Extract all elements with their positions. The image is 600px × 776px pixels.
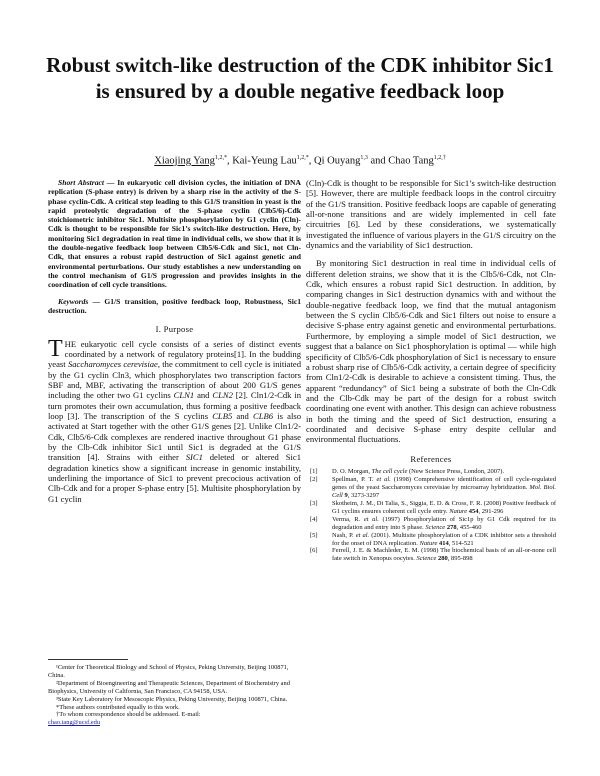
reference-list [306,468,556,563]
reference-number: [5] [310,531,318,539]
abstract [48,178,301,290]
footnote: ²Department of Bioengineering and Therapeutic Sciences, Department of Biochemistry and Biophysics, University of California, San Francisco, CA 94158, USA. [48,679,290,695]
reference-item [306,500,556,516]
purpose-paragraph-text: HE eukaryotic cell cycle consists of a series of distinct events coordinated by a network of regulatory proteins[1]. In the budding yeast Saccharomyces cerevisiae, the commitment to cell cycle is initiated by the G1 cyclin Cln3, which phosphorylates two transcription factors SBF and, MBF, activating the transcription of about 200 G1/S genes including the other two G1 cyclins CLN1 and CLN2 [2]. Cln1/2-Cdk in turn promotes their own accumulation, thus forming a positive feedback loop [3]. The transcription of the S cyclins CLB5 and CLB6 is also activated at Start together with the other G1/S genes [2]. Unlike Cln1/2-Cdk, Clb5/6-Cdk complexes are rendered inactive throughout G1 phase by the Clb-Cdk inhibitor Sic1 until Sic1 is degraded at the G1/S transition [4]. Strains with either SIC1 deleted or altered Sic1 degradation kinetics show a significant increase in genomic instability, underlining the importance of Sic1 to prevent precocious activation of Clb-Cdk and for a proper S-phase entry [5]. Multisite phosphorylation by G1 cyclin [48,338,301,504]
reference-item [306,516,556,532]
right-column [306,178,556,563]
author-affiliation: 1,2,* [214,155,227,161]
footnote: ¹Center for Theoretical Biology and School of Physics, Peking University, Beijing 100871, China. [48,664,289,679]
dropcap: T [48,335,63,362]
reference-number: [1] [310,467,318,475]
footnotes [48,664,301,727]
reference-item [306,476,556,500]
body-paragraph: By monitoring Sic1 destruction in real time in individual cells of different deletion strains, we show that it is the Clb5/6-Cdk, not Cln-Cdk, which ensures a robust rapid Sic1 destruction. In addition, by comparing changes in Sic1 destruction dynamics with and without the double-negative feedback loop, we find that the mutual antagonism between the S cyclin Clb5/6-Cdk and Sic1 filters out noise to ensure a decisive S-phase entry against genetic and environmental perturbations. Furthermore, by employing a simple model of Sic1 destruction, we suggest that a balance on Sic1 phosphorylation is optimal — while high specificity of Clb5/6-Cdk phosphorylation of Sic1 is necessary to ensure a robust sharp rise of Clb5/6-Cdk activity, a certain degree of specificity from Cln1/2-Cdk is desirable to achieve a consistent timing. Thus, the apparent “redundancy” of Sic1 being a substrate of both the Cln-Cdk and the Clb-Cdk may be part of the design for a robust switch coordinating one event with another. This design can achieve robustness in both the timing and the speed of Sic1 destruction, ensuring a coordinated and decisive S-phase entry despite cellular and environmental fluctuations. [306,258,556,445]
reference-item [306,468,556,476]
abstract-text: — In eukaryotic cell division cycles, the initiation of DNA replication (S-phase entry) is driven by a sharp rise in the activity of the S-phase cyclin-Cdk. A critical step leading to this G1/S transition in yeast is the rapid proteolytic degradation of the S-phase cyclin (Clb5/6)-Cdk stoichiometric inhibitor Sic1. Multisite phosphorylation by G1 cyclin (Cln)-Cdk is thought to be responsible for Sic1’s switch-like destruction. Here, by monitoring Sic1 degradation in real time in individual cells, we show that it is the double-negative feedback loop between Clb5/6-Cdk and Sic1, not Cln-Cdk, that ensures a robust rapid destruction of Sic1 against genetic and environmental perturbations. Our study establishes a new understanding on the control mechanism of G1/S progression and provides insights in the coordination of cell cycle transitions. [48,178,301,290]
author-affiliation: 1,2,† [433,155,446,161]
keywords [48,297,301,316]
footnote: *These authors contributed equally to this work. [56,703,180,711]
author-affiliation: 1,3 [360,155,368,161]
section-heading-purpose: I. Purpose [155,324,194,335]
reference-text: D. O. Morgan, The cell cycle (New Science Press, London, 2007). [332,467,505,475]
reference-number: [2] [310,475,318,483]
reference-number: [4] [310,515,318,523]
reference-text: Ferrell, J. E. & Machleder, E. M. (1998) The biochemical basis of an all-or-none cell fate switch in Xenopus oocytes. Science 280, 895-898 [332,547,556,563]
reference-item [306,547,556,563]
author-affiliation: 1,2,* [296,155,309,161]
reference-number: [6] [310,547,318,555]
author-name: Kai-Yeung Lau [232,155,297,167]
keywords-text: — G1/S transition, positive feedback loop, Robustness, Sic1 destruction. [48,296,301,315]
reference-text: Nash, P. et al. (2001). Multisite phosphorylation of a CDK inhibitor sets a threshold for the onset of DNA replication. Nature 414, 514-521 [332,531,556,547]
reference-text: Spellman, P. T. et al. (1998) Comprehensive identification of cell cycle-regulated genes of the yeast Saccharomyces cerevisiae by microarray hybridization. Mol. Biol. Cell 9, 3273-3297 [332,475,556,499]
body-paragraph: (Cln)-Cdk is thought to be responsible for Sic1’s switch-like destruction [5]. However, there are multiple feedback loops in the control circuitry of the G1/S transition. Positive feedback loops are capable of generating all-or-none transitions and are widely implemented in cell fate circuitries [6]. Led by these considerations, we systematically investigated the influence of various players in the G1/S circuitry on the dynamics and the variability of Sic1 destruction. [306,178,556,251]
reference-number: [3] [310,499,318,507]
paper-title: Robust switch-like destruction of the CDK inhibitor Sic1 is ensured by a double negative feedback loop [46,53,554,103]
author-name: Chao Tang [388,155,434,167]
keywords-label: Keywords [58,296,89,306]
reference-text: Verma, R. et al. (1997) Phosphorylation of Sic1p by G1 Cdk required for its degradation and entry into S phase. Science 278, 455-460 [332,515,556,531]
reference-text: Skotheim, J. M., Di Talia, S., Siggia, E. D. & Cross, F. R. (2008) Positive feedback of G1 cyclins ensures coherent cell cycle entry. Nature 454, 291-296 [332,499,556,515]
author-name: Xiaojing Yang [154,155,215,167]
email-link[interactable]: chao.tang@ucsf.edu [48,719,101,727]
footnote-divider [48,659,128,660]
author-name: Qi Ouyang [314,155,361,167]
reference-item [306,532,556,548]
section-heading-references: References [410,453,452,464]
author-line: Xiaojing Yang$^{1,2,*}$, Kai-Yeung Lau$^{1,2,*}$, Qi Ouyang$^{1,3}$ and Chao Tang$^{1,2,\dagger}$ [154,155,446,167]
footnote: †To whom correspondence should be addressed. E-mail: [56,711,201,719]
left-column [48,178,301,504]
footnote: ³State Key Laboratory for Mesoscopic Physics, Peking University, Beijing 100871, China. [56,695,288,703]
purpose-paragraph [48,335,301,505]
abstract-label: Short Abstract [58,178,104,187]
